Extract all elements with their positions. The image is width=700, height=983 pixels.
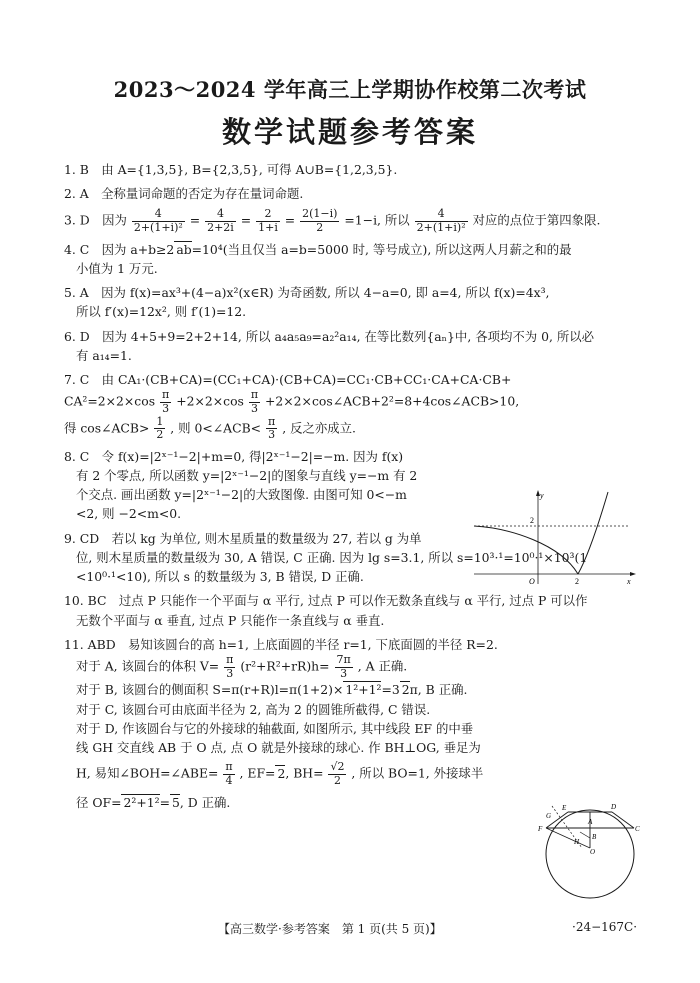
fraction: $\frac{\pi}{3}$ bbox=[268, 414, 276, 442]
sqrt: 2 bbox=[401, 682, 410, 698]
answer-1-text: 1. B 由 A={1,3,5}, B={2,3,5}, 可得 A∪B={1,2,3,5}. bbox=[64, 162, 398, 177]
svg-text:E: E bbox=[562, 804, 567, 812]
answer-1 bbox=[64, 160, 644, 179]
answer-4: 4. C 因为 a+b≥2 ab=10⁴(当且仅当 a=b=5000 时, 等号成立), 所以这两人月薪之和的最 小值为 1 万元. bbox=[64, 241, 572, 276]
q11-geometry-figure bbox=[538, 798, 642, 900]
footer-page-info: 【高三数学·参考答案 第 1 页(共 5 页)】 bbox=[218, 922, 442, 936]
svg-text:2: 2 bbox=[575, 577, 579, 586]
svg-text:H: H bbox=[574, 838, 580, 846]
sqrt: 2 bbox=[277, 765, 286, 781]
fraction: $\frac{1}{2}$ bbox=[156, 414, 164, 442]
fraction: $\frac{4}{\text{2+(1+i)²}}$ bbox=[133, 207, 183, 235]
svg-text:C: C bbox=[635, 825, 640, 833]
svg-text:y: y bbox=[540, 491, 544, 500]
sqrt: ab bbox=[176, 241, 192, 257]
fraction: $\frac{7\pi}{3}$ bbox=[336, 653, 351, 680]
svg-text:F: F bbox=[538, 825, 543, 833]
answer-5: 5. A 因为 f(x)=ax³+(4−a)x²(x∈R) 为奇函数, 所以 4−a=0, 即 a=4, 所以 f(x)=4x³, 所以 f′(x)=12x², 则 f′(1)=12. bbox=[64, 285, 550, 320]
fraction: $\frac{2}{1+i}$ bbox=[258, 207, 278, 235]
answer-9: 9. CD 若以 kg 为单位, 则木星质量的数量级为 27, 若以 g 为单 位, 则木星质量的数量级为 30, A 错误, C 正确. 因为 lg s=3.1, 所以 s=10³·¹=10⁰·¹×10³(1 <10⁰·¹<10), 所以 s 的数量级为 3, B 错误, D 正确. bbox=[64, 530, 588, 585]
answer-2 bbox=[64, 184, 644, 203]
svg-text:2: 2 bbox=[530, 516, 534, 525]
fraction: $\frac{\pi}{3}$ bbox=[226, 653, 234, 680]
footer-code: ·24−167C· bbox=[572, 920, 638, 934]
svg-text:x: x bbox=[627, 577, 631, 586]
svg-text:O: O bbox=[529, 577, 535, 586]
fraction: $\frac{\pi}{4}$ bbox=[225, 760, 233, 787]
curve-right bbox=[578, 492, 608, 574]
fraction: $\frac{2(1-i)}{2}$ bbox=[302, 207, 338, 235]
q8-graph-figure bbox=[470, 486, 638, 586]
fraction: $\frac{4}{2+2i}$ bbox=[207, 207, 234, 235]
fraction: $\frac{\pi}{3}$ bbox=[162, 388, 170, 415]
curve-left bbox=[474, 526, 578, 574]
answer-2-text: 2. A 全称量词命题的否定为存在量词命题. bbox=[64, 186, 304, 202]
exam-title: 2023～2024 学年高三上学期协作校第二次考试 bbox=[113, 77, 587, 102]
svg-text:D: D bbox=[611, 803, 617, 811]
answer-8: 8. C 令 f(x)=|2ˣ⁻¹−2|+m=0, 得|2ˣ⁻¹−2|=−m. 因为 f(x) 有 2 个零点, 所以函数 y=|2ˣ⁻¹−2|的图象与直线 y=−m 有 2 个交点. 画出函数 y=|2ˣ⁻¹−2|的大致图像. 由图可知 0<−m <2, 则 −2<m<0. bbox=[64, 448, 418, 522]
answer-key-title: 数学试题参考答案 bbox=[221, 115, 478, 149]
svg-text:A: A bbox=[588, 818, 593, 826]
answer-6: 6. D 因为 4+5+9=2+2+14, 所以 a₄a₅a₉=a₂²a₁₄, 在等比数列{aₙ}中, 各项均不为 0, 所以必 有 a₁₄=1. bbox=[64, 328, 595, 363]
answer-10: 10. BC 过点 P 只能作一个平面与 α 平行, 过点 P 可以作无数条直线与 α 平行, 过点 P 可以作 无数个平面与 α 垂直, 过点 P 只能作一条直线与 α 垂直. bbox=[64, 593, 588, 628]
fraction: $\frac{\pi}{3}$ bbox=[250, 388, 259, 415]
svg-text:O: O bbox=[590, 848, 596, 856]
fraction: $\frac{4}{\text{2+(1+i)²}}$ bbox=[416, 207, 466, 235]
sqrt: 5 bbox=[171, 795, 180, 811]
answer-3-lead: 3. D 因为 bbox=[64, 213, 127, 229]
sqrt: 2²+1² bbox=[123, 795, 160, 811]
answer-7: 7. C 由 CA₁·(CB+CA)=(CC₁+CA)·(CB+CA)=CC₁·CB+CC₁·CA+CA·CB+ CA²=2×2×cos $\frac{\pi}{3}$ +2×2×cos $\frac{\pi}{3}$ +2×2×cos∠ACB+2²=8+4cos∠ACB>10, 得 cos∠ACB> $\frac{1}{2}$ , 则 0<∠ACB< $\frac{\pi}{3}$ , 反之亦成立. bbox=[64, 372, 520, 442]
svg-text:B: B bbox=[592, 833, 597, 841]
answer-3: 3. D 因为 $\frac{4}{\text{2+(1+i)²}}$ = $\frac{4}{2+2i}$ = $\frac{2}{1+i}$ = $\frac{2(1-i)}{2}$ =1−i, 所以 $\frac{4}{\text{2+(1+i)²}}$ 对应的点位于第四象限. bbox=[64, 207, 601, 235]
answer-11: 11. ABD 易知该圆台的高 h=1, 上底面圆的半径 r=1, 下底面圆的半径 R=2. 对于 A, 该圆台的体积 V= $\frac{\pi}{3}$ (r²+R²+rR)h= $\frac{7\pi}{3}$ , A 正确. 对于 B, 该圆台的侧面积 S=π(r+R)l=π(1+2)× 1²+1²=3 2π, B 正确. 对于 C, 该圆台可由底面半径为 2, 高为 2 的圆锥所截得, C 错误. 对于 D, 作该圆台与它的外接球的轴截面, 如图所示, 其中线段 EF 的中垂 线 GH 交直线 AB 于 O 点, 点 O 就是外接球的球心. 作 BH⊥OG, 垂足为 H, 易知∠BOH=∠ABE= $\frac{\pi}{4}$ , EF= 2, BH= $\frac{√2}{2}$ , 所以 BO=1, 外接球半 径 OF= 2²+1²= 5, D 正确. bbox=[64, 636, 498, 811]
sqrt: 1²+1² bbox=[345, 682, 382, 698]
svg-text:G: G bbox=[546, 812, 552, 820]
fraction: $\frac{√2}{2}$ bbox=[330, 760, 345, 787]
